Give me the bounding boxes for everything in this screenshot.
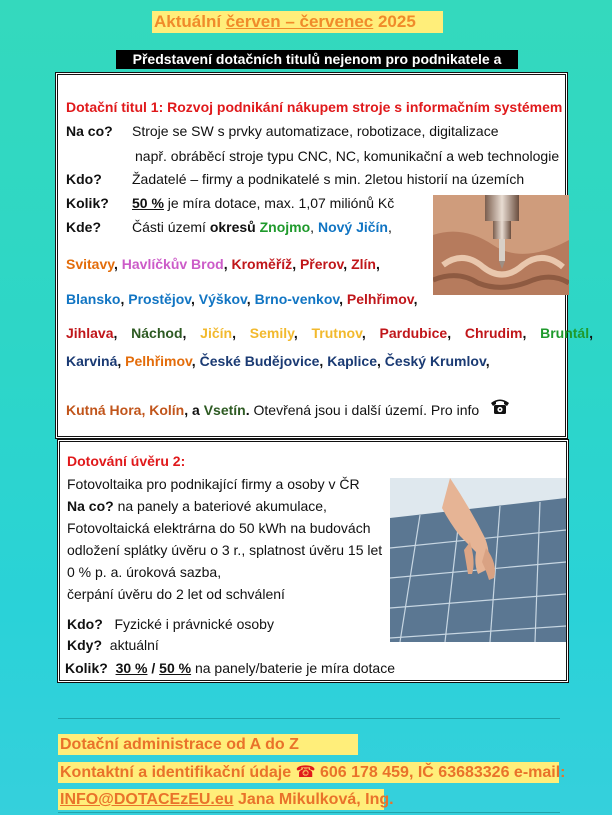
loan-2-intro: Fotovoltaika pro podnikající firmy a osoby v ČR [67, 476, 360, 492]
loan-2-heading: Dotování úvěru 2: [67, 453, 186, 469]
email-link[interactable]: INFO@DOTACEzEU.eu [60, 791, 234, 808]
loan-2-what-row: Na co? na panely a bateriové akumulace, [67, 498, 327, 514]
loan-2-amount-row: Kolik? 30 % / 50 % na panely/baterie je míra dotace [65, 660, 395, 676]
loan-2-deferral-line: odložení splátky úvěru o 3 r., splatnost úvěru 15 let [67, 542, 383, 558]
telephone-icon [489, 397, 511, 418]
grant-title-1-box [55, 72, 593, 439]
loan-2-power-line: Fotovoltaická elektrárna do 50 kWh na budovách [67, 520, 371, 536]
grant-1-who-row: Kdo? Žadatelé – firmy a podnikatelé s min. 2letou historií na územích [66, 171, 525, 187]
loan-2-rate-line: 0 % p. a. úroková sazba, [67, 564, 222, 580]
footer-separator-bottom [58, 812, 560, 813]
solar-panel-photo [390, 478, 566, 642]
regions-line-1: Svitavy, Havlíčkův Brod, Kroměříž, Přerov, Zlín, [66, 256, 380, 272]
loan-subsidy-2-box [57, 439, 569, 683]
footer-email-line: INFO@DOTACEzEU.eu Jana Mikulková, Ing. [60, 791, 394, 808]
grant-1-where-row: Kde? Části území okresů Znojmo, Nový Jičín, [66, 219, 392, 235]
grant-1-what-row: Na co? Stroje se SW s prvky automatizace, robotizace, digitalizace [66, 123, 499, 139]
footer-contact-line: Kontaktní a identifikační údaje ☎ 606 178 459, IČ 63683326 e-mail: [60, 764, 566, 781]
grant-1-heading: Dotační titul 1: Rozvoj podnikání nákupem stroje s informačním systémem [66, 99, 563, 115]
regions-line-3: Jihlava, Náchod, Jičín, Semily, Trutnov, Pardubice, Chrudim, Bruntál, [66, 325, 593, 341]
grant-1-what-row-2: např. obráběcí stroje typu CNC, NC, komunikační a web technologie [135, 148, 560, 164]
page-title: Aktuální červen – červenec 2025 [152, 11, 443, 33]
telephone-icon: ☎ [295, 764, 316, 781]
loan-2-draw-line: čerpání úvěru do 2 let od schválení [67, 586, 285, 602]
regions-line-4: Karviná, Pelhřimov, České Budějovice, Kaplice, Český Krumlov, [66, 353, 490, 369]
page-subtitle: Představení dotačních titulů nejenom pro podnikatele a [116, 50, 518, 69]
footer-admin-line: Dotační administrace od A do Z [58, 734, 358, 755]
regions-line-2: Blansko, Prostějov, Výškov, Brno-venkov, Pelhřimov, [66, 291, 418, 307]
loan-2-who-row: Kdo? Fyzické i právnické osoby [67, 616, 274, 632]
loan-2-when-row: Kdy? aktuální [67, 637, 159, 653]
cnc-machine-photo [433, 195, 569, 295]
regions-line-5: Kutná Hora, Kolín, a Vsetín. Otevřená jsou i další území. Pro info [66, 397, 511, 419]
footer-separator-top [58, 718, 560, 719]
grant-1-amount-row: Kolik? 50 % je míra dotace, max. 1,07 miliónů Kč [66, 195, 395, 211]
